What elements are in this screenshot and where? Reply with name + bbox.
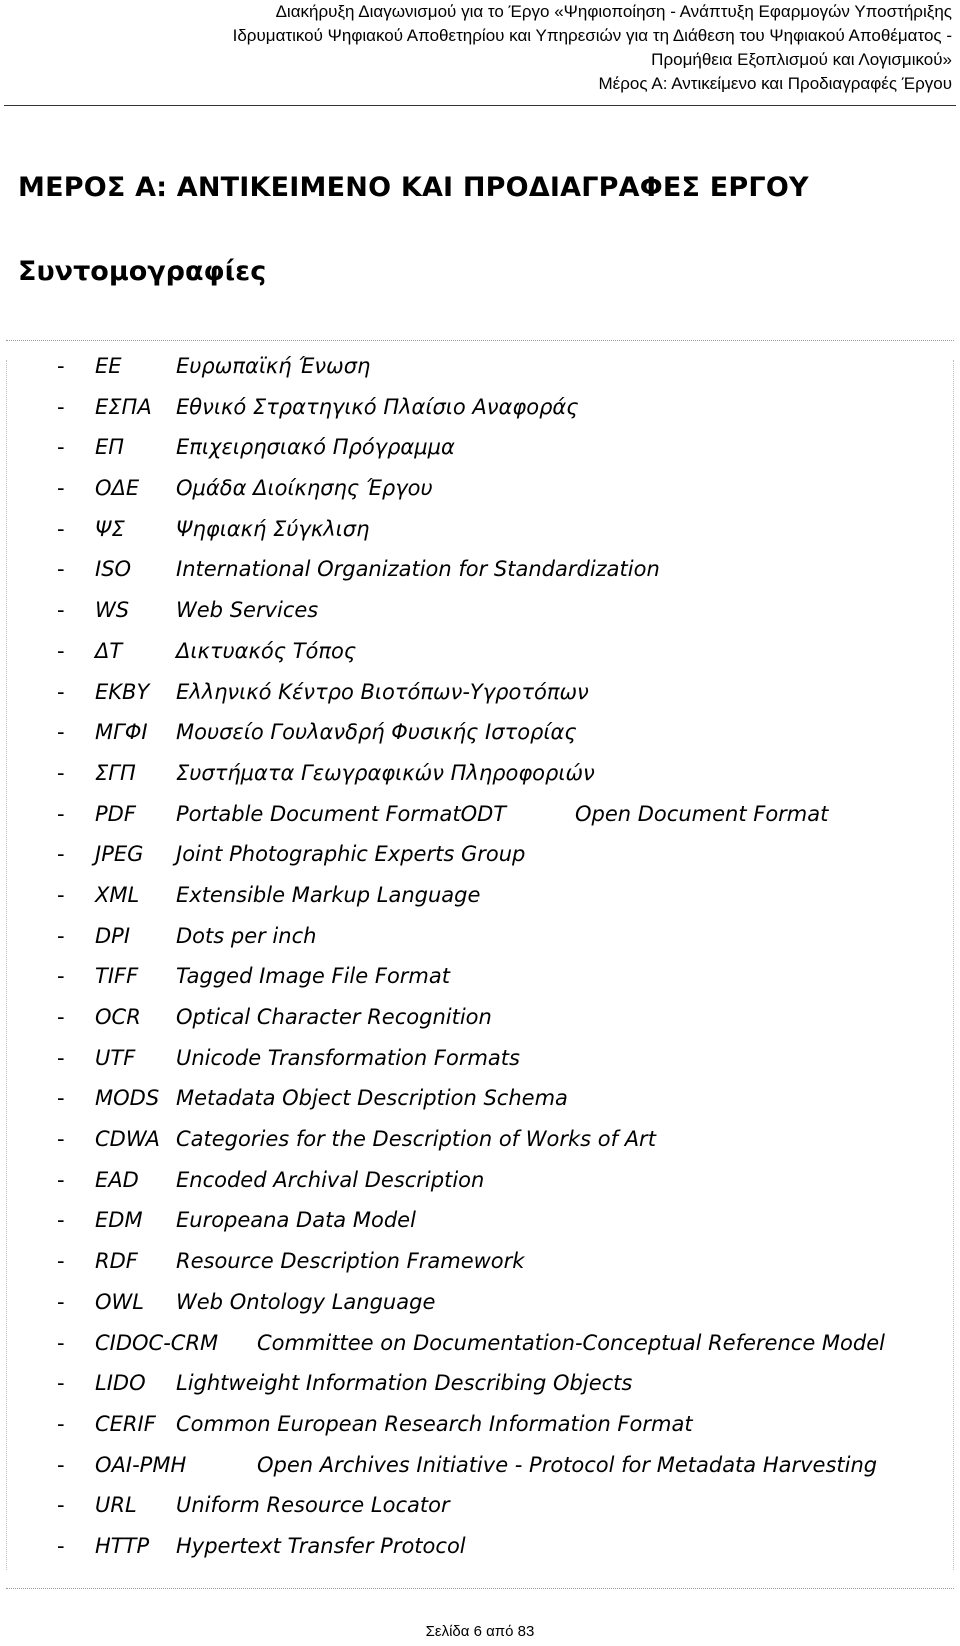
page-header: [12, 0, 952, 96]
list-dash: -: [57, 476, 65, 501]
list-dash: -: [57, 1371, 65, 1396]
list-dash: -: [57, 923, 65, 948]
abbreviation-description: Uniform Resource Locator: [176, 1493, 450, 1518]
abbreviation-code: CDWA: [95, 1127, 160, 1152]
abbreviation-description: Tagged Image File Format: [176, 964, 450, 989]
list-dash: -: [57, 1167, 65, 1192]
abbreviation-extra-description: Open Document Format: [575, 801, 829, 826]
list-dash: -: [57, 557, 65, 582]
abbreviation-row: [0, 677, 960, 718]
abbreviation-description: Resource Description Framework: [176, 1249, 525, 1274]
abbreviation-row: [0, 1043, 960, 1084]
abbreviation-row: [0, 880, 960, 921]
abbreviation-code: CIDOC-CRM: [95, 1330, 219, 1355]
abbreviation-description: Unicode Transformation Formats: [176, 1045, 520, 1070]
abbreviation-description: Μουσείο Γουλανδρή Φυσικής Ιστορίας: [176, 720, 577, 745]
list-dash: -: [57, 435, 65, 460]
abbreviation-code: ΕΠ: [95, 435, 125, 460]
abbreviation-code: ΕΣΠΑ: [95, 394, 152, 419]
abbreviation-code: ΨΣ: [95, 516, 125, 541]
abbreviation-description: Europeana Data Model: [176, 1208, 416, 1233]
abbreviation-code: HTTP: [95, 1533, 150, 1558]
list-dash: -: [57, 679, 65, 704]
abbreviation-row: [0, 1328, 960, 1369]
abbreviation-code: ΜΓΦΙ: [95, 720, 148, 745]
abbreviation-code: RDF: [95, 1249, 138, 1274]
header-line: Ιδρυματικού Ψηφιακού Αποθετηρίου και Υπηρεσιών για τη Διάθεση του Ψηφιακού Αποθέματος -: [232, 26, 952, 45]
abbreviation-description: Ευρωπαϊκή Ένωση: [176, 354, 371, 378]
abbreviation-code: ΕΚΒΥ: [95, 679, 150, 704]
abbreviation-row: [0, 1531, 960, 1572]
abbreviation-row: [0, 921, 960, 962]
abbreviation-code: EDM: [95, 1208, 143, 1233]
abbreviation-row: [0, 1246, 960, 1287]
list-dash: -: [57, 1249, 65, 1274]
list-dash: -: [57, 1411, 65, 1436]
abbreviation-row: [0, 1450, 960, 1491]
abbreviation-code: ISO: [95, 557, 132, 582]
abbreviation-description: Ελληνικό Κέντρο Βιοτόπων-Υγροτόπων: [176, 679, 589, 704]
abbreviation-code: DPI: [95, 923, 131, 948]
abbreviation-row: [0, 839, 960, 880]
list-dash: -: [57, 1208, 65, 1233]
abbreviations-list: [0, 351, 960, 1572]
list-dash: -: [57, 1005, 65, 1029]
abbreviation-description: Επιχειρησιακό Πρόγραμμα: [176, 435, 455, 460]
abbreviation-code: JPEG: [95, 842, 144, 867]
abbreviation-row: [0, 1287, 960, 1328]
abbreviation-description: Web Services: [176, 598, 319, 623]
abbreviation-code: TIFF: [95, 964, 139, 989]
list-dash: -: [57, 1533, 65, 1558]
list-dash: -: [57, 1330, 65, 1355]
abbreviation-row: [0, 1165, 960, 1206]
abbreviation-description: Portable Document FormatODT: [176, 801, 507, 826]
abbreviation-code: WS: [95, 598, 130, 623]
abbreviation-row: [0, 1368, 960, 1409]
abbreviation-description: Common European Research Information Format: [176, 1411, 693, 1436]
abbreviation-description: Δικτυακός Τόπος: [176, 638, 357, 663]
abbreviation-row: [0, 432, 960, 473]
abbreviation-description: International Organization for Standardization: [176, 557, 660, 582]
abbreviation-description: Encoded Archival Description: [176, 1167, 485, 1192]
abbreviation-description: Open Archives Initiative - Protocol for Metadata Harvesting: [257, 1452, 878, 1477]
abbreviation-row: [0, 392, 960, 433]
abbreviation-row: [0, 351, 960, 392]
abbreviation-code: ΟΔΕ: [95, 476, 140, 501]
abbreviation-row: [0, 1409, 960, 1450]
abbreviation-description: Categories for the Description of Works of Art: [176, 1127, 656, 1152]
abbreviation-row: [0, 1083, 960, 1124]
list-dash: -: [57, 1045, 65, 1070]
abbreviation-row: [0, 758, 960, 799]
list-dash: -: [57, 598, 65, 623]
abbreviation-description: Joint Photographic Experts Group: [176, 842, 526, 867]
abbreviation-row: [0, 595, 960, 636]
abbreviation-description: Extensible Markup Language: [176, 882, 481, 907]
abbreviation-code: CERIF: [95, 1411, 156, 1436]
page-number: Σελίδα 6 από 83: [425, 1623, 535, 1640]
abbreviation-description: Εθνικό Στρατηγικό Πλαίσιο Αναφοράς: [176, 394, 579, 419]
list-dash: -: [57, 1452, 65, 1477]
abbreviation-code: ΣΓΠ: [95, 760, 136, 785]
abbreviation-row: [0, 636, 960, 677]
list-dash: -: [57, 1127, 65, 1152]
list-dash: -: [57, 842, 65, 867]
abbreviation-row: [0, 1205, 960, 1246]
list-dash: -: [57, 638, 65, 663]
abbreviation-code: LIDO: [95, 1371, 146, 1396]
list-dash: -: [57, 964, 65, 989]
abbreviation-code: OWL: [95, 1289, 144, 1314]
list-dash: -: [57, 801, 65, 826]
abbreviation-row: [0, 961, 960, 1002]
section-title: Συντομογραφίες: [18, 256, 267, 287]
header-divider: [4, 105, 956, 106]
list-dash: -: [57, 720, 65, 745]
abbreviation-description: Ομάδα Διοίκησης Έργου: [176, 476, 433, 501]
abbreviation-description: Web Ontology Language: [176, 1289, 436, 1314]
header-line: Διακήρυξη Διαγωνισμού για το Έργο «Ψηφιοποίηση - Ανάπτυξη Εφαρμογών Υποστήριξης: [275, 2, 952, 21]
abbreviation-code: URL: [95, 1493, 137, 1518]
abbreviation-code: PDF: [95, 801, 136, 826]
abbreviation-description: Hypertext Transfer Protocol: [176, 1533, 466, 1558]
abbreviation-description: Lightweight Information Describing Objects: [176, 1371, 633, 1396]
abbreviation-row: [0, 1124, 960, 1165]
abbreviation-code: OCR: [95, 1005, 141, 1029]
abbreviation-row: [0, 1002, 960, 1043]
abbreviation-description: Metadata Object Description Schema: [176, 1086, 568, 1111]
list-dash: -: [57, 760, 65, 785]
header-line: Μέρος Α: Αντικείμενο και Προδιαγραφές Έργου: [598, 74, 952, 93]
abbreviation-row: [0, 799, 960, 840]
header-line: Προμήθεια Εξοπλισμού και Λογισμικού»: [651, 50, 952, 69]
abbreviation-code: UTF: [95, 1045, 136, 1070]
abbreviation-row: [0, 717, 960, 758]
list-dash: -: [57, 1086, 65, 1111]
list-dash: -: [57, 882, 65, 907]
list-dash: -: [57, 354, 65, 378]
abbreviation-description: Committee on Documentation-Conceptual Reference Model: [257, 1330, 885, 1355]
abbreviation-description: Ψηφιακή Σύγκλιση: [176, 516, 370, 541]
abbreviation-description: Συστήματα Γεωγραφικών Πληροφοριών: [176, 760, 595, 785]
abbreviation-description: Optical Character Recognition: [176, 1005, 492, 1029]
list-dash: -: [57, 1493, 65, 1518]
abbreviation-row: [0, 554, 960, 595]
abbreviation-row: [0, 514, 960, 555]
abbreviation-code: ΔΤ: [95, 638, 123, 663]
abbreviation-code: MODS: [95, 1086, 160, 1111]
list-dash: -: [57, 394, 65, 419]
abbreviation-code: ΕΕ: [95, 354, 122, 378]
abbreviation-code: XML: [95, 882, 140, 907]
list-dash: -: [57, 516, 65, 541]
list-dash: -: [57, 1289, 65, 1314]
abbreviation-row: [0, 1490, 960, 1531]
abbreviation-description: Dots per inch: [176, 923, 317, 948]
page-title: ΜΕΡΟΣ Α: ΑΝΤΙΚΕΙΜΕΝΟ ΚΑΙ ΠΡΟΔΙΑΓΡΑΦΕΣ ΕΡΓΟΥ: [18, 172, 809, 203]
abbreviation-code: OAI-PMH: [95, 1452, 187, 1477]
abbreviation-code: EAD: [95, 1167, 139, 1192]
abbreviation-row: [0, 473, 960, 514]
